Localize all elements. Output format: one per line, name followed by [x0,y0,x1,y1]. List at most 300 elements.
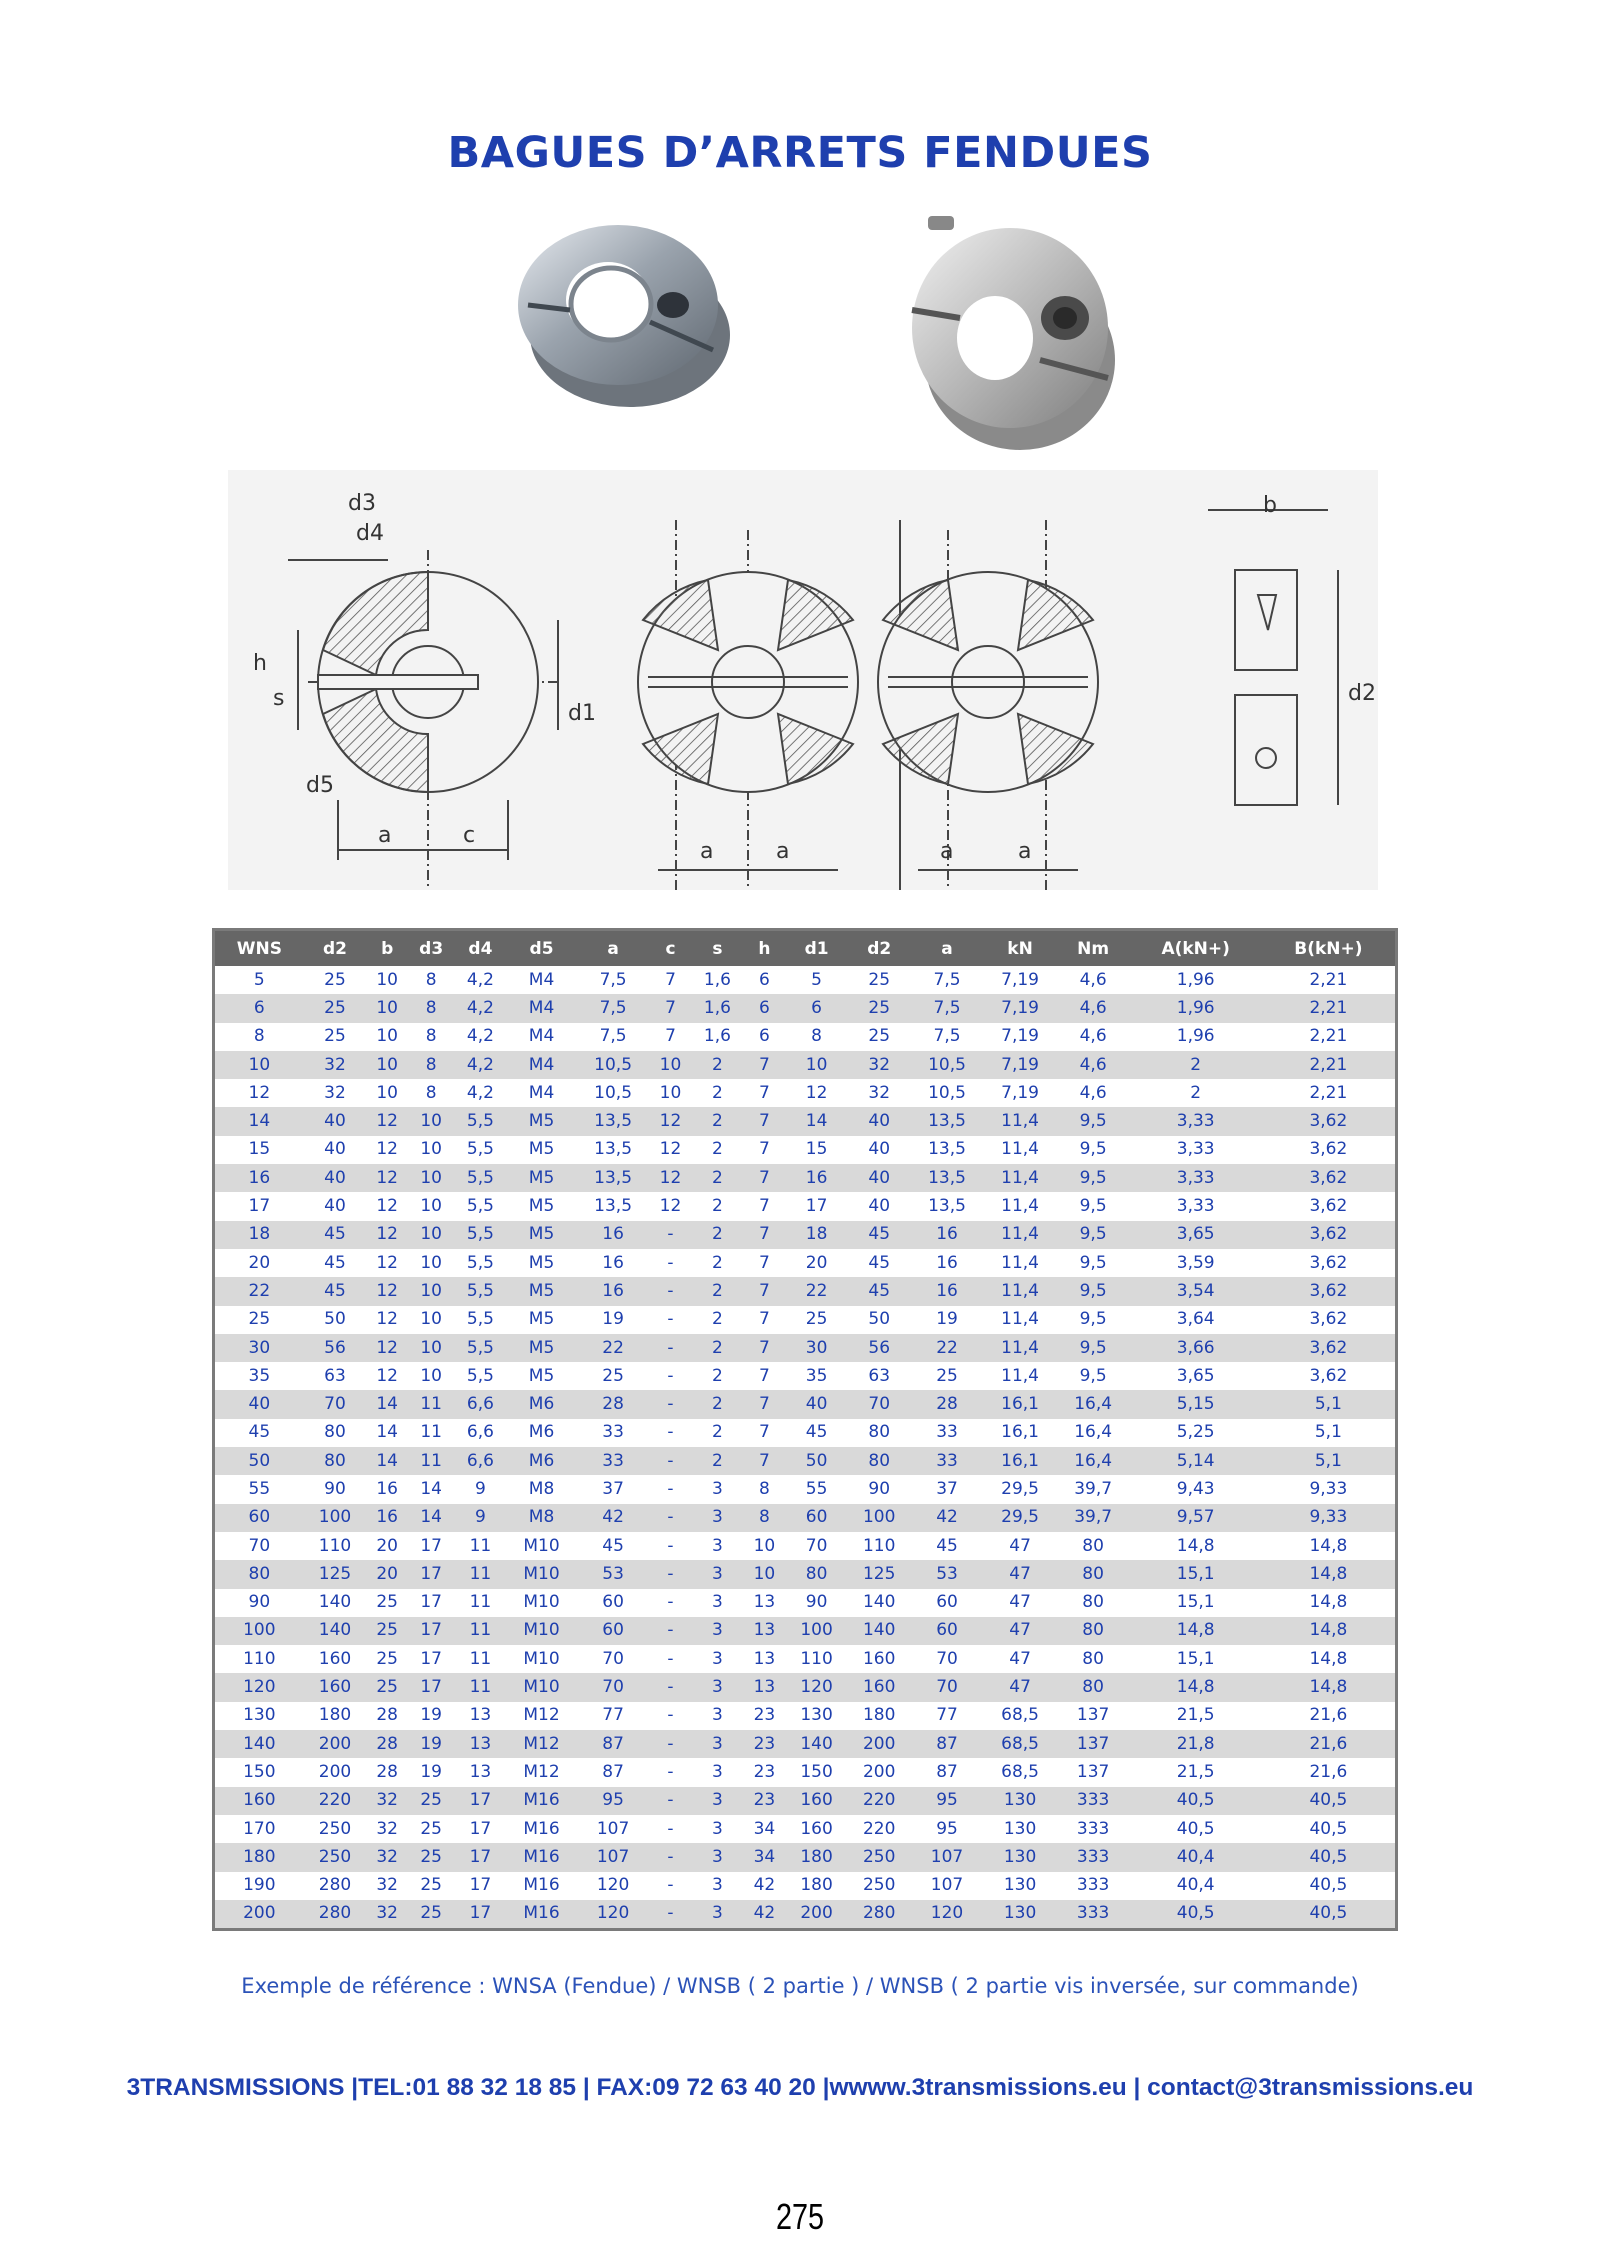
table-cell: 50 [304,1306,367,1334]
table-cell: 14,8 [1130,1617,1262,1645]
table-row [214,1702,1397,1730]
table-cell: 40,5 [1262,1815,1397,1843]
table-cell: 110 [304,1532,367,1560]
table-cell: 32 [366,1787,408,1815]
table-cell: 14 [366,1390,408,1418]
table-cell: M4 [507,994,577,1022]
table-cell: 130 [984,1815,1057,1843]
table-cell: M10 [507,1532,577,1560]
table-cell: 3,54 [1130,1277,1262,1305]
table-cell: 17 [408,1560,454,1588]
table-cell: M12 [507,1758,577,1786]
table-cell: 3,65 [1130,1362,1262,1390]
table-cell: 14 [366,1419,408,1447]
table-cell: 150 [785,1758,848,1786]
table-cell: 32 [848,1051,911,1079]
table-cell: 140 [848,1617,911,1645]
table-cell: 3,33 [1130,1136,1262,1164]
table-cell: 10 [744,1560,786,1588]
table-cell: 12 [366,1277,408,1305]
table-cell: 9,43 [1130,1475,1262,1503]
table-row [214,1475,1397,1503]
table-cell: 7,19 [984,1051,1057,1079]
table-cell: 4,2 [454,1023,506,1051]
table-cell: M12 [507,1730,577,1758]
table-cell: 120 [214,1673,304,1701]
table-cell: 160 [848,1645,911,1673]
table-cell: 7,5 [911,994,984,1022]
table-cell: 3,62 [1262,1164,1397,1192]
table-cell: 2 [1130,1079,1262,1107]
table-cell: 6,6 [454,1447,506,1475]
table-cell: 12 [785,1079,848,1107]
table-cell: 170 [214,1815,304,1843]
table-cell: 5 [785,966,848,994]
table-cell: - [650,1617,692,1645]
table-cell: 6 [744,1023,786,1051]
table-cell: 130 [214,1702,304,1730]
table-row [214,1730,1397,1758]
table-row [214,1362,1397,1390]
table-cell: 3 [691,1787,743,1815]
table-cell: 10 [408,1249,454,1277]
column-header: kN [984,930,1057,967]
collar-photo-steel [508,210,740,420]
table-cell: 200 [848,1730,911,1758]
table-row [214,1815,1397,1843]
table-cell: 47 [984,1645,1057,1673]
table-cell: 20 [366,1532,408,1560]
table-cell: 11,4 [984,1334,1057,1362]
table-cell: 10 [366,1051,408,1079]
table-cell: 160 [304,1673,367,1701]
table-cell: 47 [984,1560,1057,1588]
table-cell: 6 [214,994,304,1022]
table-cell: 3 [691,1560,743,1588]
table-cell: M5 [507,1221,577,1249]
table-cell: 11,4 [984,1249,1057,1277]
table-cell: 7,5 [911,1023,984,1051]
table-cell: 80 [1057,1645,1130,1673]
table-cell: 12 [366,1362,408,1390]
table-cell: 16 [366,1504,408,1532]
table-cell: M5 [507,1192,577,1220]
table-cell: 16 [214,1164,304,1192]
table-cell: 14,8 [1262,1617,1397,1645]
table-cell: 80 [214,1560,304,1588]
table-cell: - [650,1702,692,1730]
table-cell: 23 [744,1758,786,1786]
table-cell: 87 [911,1730,984,1758]
table-cell: 3 [691,1589,743,1617]
table-cell: 47 [984,1589,1057,1617]
table-cell: 3 [691,1758,743,1786]
table-cell: 10 [408,1221,454,1249]
table-cell: M12 [507,1702,577,1730]
table-cell: M6 [507,1447,577,1475]
table-cell: 2,21 [1262,1023,1397,1051]
table-cell: 125 [304,1560,367,1588]
table-cell: 7 [744,1051,786,1079]
table-cell: M5 [507,1136,577,1164]
table-cell: 33 [911,1447,984,1475]
table-cell: 4,6 [1057,1023,1130,1051]
table-cell: 7 [744,1334,786,1362]
table-cell: - [650,1673,692,1701]
table-cell: 50 [214,1447,304,1475]
table-cell: M5 [507,1362,577,1390]
table-cell: - [650,1843,692,1871]
column-header: A(kN+) [1130,930,1262,967]
table-cell: 2 [691,1306,743,1334]
table-cell: 40 [848,1164,911,1192]
table-cell: 3,62 [1262,1192,1397,1220]
table-body [214,966,1397,1930]
table-cell: 10 [408,1334,454,1362]
table-cell: 42 [911,1504,984,1532]
table-cell: 11,4 [984,1306,1057,1334]
table-cell: 5,5 [454,1249,506,1277]
table-cell: 33 [577,1447,650,1475]
table-cell: 3 [691,1645,743,1673]
table-cell: 55 [785,1475,848,1503]
table-cell: 130 [984,1900,1057,1930]
table-cell: 5,5 [454,1277,506,1305]
table-cell: 40 [848,1107,911,1135]
table-cell: 53 [577,1560,650,1588]
table-cell: 25 [366,1673,408,1701]
table-cell: 7,19 [984,966,1057,994]
table-cell: 200 [214,1900,304,1930]
table-cell: 56 [304,1334,367,1362]
table-cell: 25 [408,1900,454,1930]
table-cell: 250 [304,1815,367,1843]
table-cell: 12 [366,1164,408,1192]
table-cell: M8 [507,1475,577,1503]
table-cell: 13,5 [911,1136,984,1164]
table-cell: 68,5 [984,1730,1057,1758]
table-cell: 70 [848,1390,911,1418]
table-row [214,1390,1397,1418]
table-cell: 12 [366,1192,408,1220]
table-cell: 11 [454,1617,506,1645]
table-cell: 70 [911,1645,984,1673]
label-s: s [273,686,285,711]
column-header: d1 [785,930,848,967]
table-cell: 10 [408,1192,454,1220]
column-header: d2 [304,930,367,967]
table-cell: 17 [785,1192,848,1220]
table-cell: 12 [650,1107,692,1135]
table-cell: 3,62 [1262,1277,1397,1305]
table-cell: 20 [214,1249,304,1277]
table-cell: 17 [408,1645,454,1673]
table-cell: M10 [507,1589,577,1617]
table-cell: 7 [650,994,692,1022]
table-cell: 95 [911,1815,984,1843]
table-cell: - [650,1815,692,1843]
table-cell: 16,1 [984,1419,1057,1447]
table-cell: 17 [454,1815,506,1843]
company-footer: 3TRANSMISSIONS |TEL:01 88 32 18 85 | FAX:09 72 63 40 20 |wwww.3transmissions.eu | contact@3transmissions.eu [126,2074,1474,2101]
table-cell: 3 [691,1843,743,1871]
table-cell: 29,5 [984,1475,1057,1503]
table-cell: 9 [454,1504,506,1532]
table-cell: 3,62 [1262,1249,1397,1277]
table-cell: 333 [1057,1900,1130,1930]
table-cell: 17 [408,1673,454,1701]
table-cell: 333 [1057,1815,1130,1843]
table-cell: 45 [848,1221,911,1249]
table-cell: 9,5 [1057,1277,1130,1305]
table-cell: 23 [744,1730,786,1758]
table-cell: 60 [577,1589,650,1617]
table-cell: 19 [577,1306,650,1334]
table-cell: 25 [408,1815,454,1843]
table-cell: 14 [785,1107,848,1135]
table-cell: 13,5 [911,1107,984,1135]
table-cell: 4,2 [454,994,506,1022]
table-cell: 7 [744,1079,786,1107]
table-cell: 16 [911,1277,984,1305]
table-cell: 100 [785,1617,848,1645]
table-cell: 9,5 [1057,1107,1130,1135]
table-cell: M4 [507,1051,577,1079]
table-cell: 80 [1057,1560,1130,1588]
table-cell: 120 [577,1872,650,1900]
table-cell: 40 [848,1192,911,1220]
table-cell: 2 [691,1164,743,1192]
table-cell: M8 [507,1504,577,1532]
table-cell: 9,5 [1057,1192,1130,1220]
table-cell: 63 [304,1362,367,1390]
table-cell: M4 [507,966,577,994]
column-header: b [366,930,408,967]
table-cell: 90 [785,1589,848,1617]
table-cell: 25 [408,1843,454,1871]
table-cell: 13,5 [911,1164,984,1192]
table-cell: 37 [911,1475,984,1503]
table-cell: 7 [744,1419,786,1447]
table-cell: M5 [507,1164,577,1192]
table-cell: 4,6 [1057,1079,1130,1107]
table-cell: 14,8 [1130,1532,1262,1560]
table-cell: 100 [214,1617,304,1645]
table-cell: 10 [408,1306,454,1334]
table-cell: 120 [577,1900,650,1930]
table-cell: - [650,1504,692,1532]
table-cell: 7,5 [577,1023,650,1051]
table-cell: 80 [1057,1617,1130,1645]
table-row [214,1758,1397,1786]
table-cell: 23 [744,1787,786,1815]
table-cell: 17 [408,1589,454,1617]
table-cell: 9,5 [1057,1164,1130,1192]
table-cell: 7,5 [911,966,984,994]
column-header: a [911,930,984,967]
table-cell: 40,5 [1262,1872,1397,1900]
table-cell: - [650,1249,692,1277]
table-cell: 9,33 [1262,1475,1397,1503]
table-cell: 25 [304,966,367,994]
table-cell: 8 [408,1079,454,1107]
table-cell: 10,5 [911,1079,984,1107]
table-cell: 140 [848,1589,911,1617]
table-cell: 7,19 [984,1079,1057,1107]
table-cell: 11 [454,1589,506,1617]
label-h: h [253,651,267,676]
table-cell: 12 [366,1249,408,1277]
table-cell: 14,8 [1262,1645,1397,1673]
table-cell: 4,6 [1057,994,1130,1022]
table-cell: 3,66 [1130,1334,1262,1362]
table-row [214,1249,1397,1277]
dimensions-table [212,928,1398,1931]
table-cell: 180 [304,1702,367,1730]
table-cell: 14,8 [1130,1673,1262,1701]
table-cell: - [650,1221,692,1249]
table-cell: 47 [984,1673,1057,1701]
table-cell: 45 [304,1221,367,1249]
table-cell: 87 [577,1730,650,1758]
table-cell: 22 [214,1277,304,1305]
table-cell: M16 [507,1843,577,1871]
table-cell: 30 [214,1334,304,1362]
table-cell: 40,5 [1130,1900,1262,1930]
column-header: d2 [848,930,911,967]
table-cell: 6 [744,994,786,1022]
table-cell: 9,5 [1057,1362,1130,1390]
column-header: c [650,930,692,967]
table-cell: 16,1 [984,1390,1057,1418]
label-a-4: a [940,839,954,864]
table-cell: 7 [744,1390,786,1418]
table-cell: 39,7 [1057,1475,1130,1503]
table-cell: - [650,1787,692,1815]
table-cell: 150 [214,1758,304,1786]
table-cell: - [650,1306,692,1334]
table-cell: 53 [911,1560,984,1588]
table-cell: 8 [408,994,454,1022]
table-row [214,1051,1397,1079]
label-d3: d3 [348,491,376,516]
table-cell: 55 [214,1475,304,1503]
table-cell: 7 [744,1136,786,1164]
table-cell: 3,64 [1130,1306,1262,1334]
table-cell: 32 [366,1815,408,1843]
table-cell: 5,5 [454,1306,506,1334]
table-cell: 80 [304,1419,367,1447]
table-cell: 200 [785,1900,848,1930]
table-cell: 130 [984,1843,1057,1871]
table-cell: 137 [1057,1730,1130,1758]
table-row [214,1334,1397,1362]
table-cell: 28 [911,1390,984,1418]
table-cell: 45 [214,1419,304,1447]
table-row [214,994,1397,1022]
table-cell: 11 [454,1673,506,1701]
table-row [214,1673,1397,1701]
page-title: BAGUES D’ARRETS FENDUES [447,128,1153,178]
table-cell: 3,59 [1130,1249,1262,1277]
table-cell: - [650,1872,692,1900]
table-cell: 20 [366,1560,408,1588]
column-header: a [577,930,650,967]
table-cell: 3,65 [1130,1221,1262,1249]
table-cell: 13,5 [577,1107,650,1135]
label-d1: d1 [568,701,596,726]
table-cell: 14 [214,1107,304,1135]
table-cell: 45 [785,1419,848,1447]
table-cell: 16 [911,1249,984,1277]
table-cell: 11,4 [984,1362,1057,1390]
table-cell: 33 [577,1419,650,1447]
table-cell: 80 [1057,1673,1130,1701]
table-cell: 13,5 [577,1164,650,1192]
table-cell: 40,5 [1262,1787,1397,1815]
table-cell: 100 [304,1504,367,1532]
table-cell: 1,96 [1130,994,1262,1022]
table-cell: 130 [984,1787,1057,1815]
table-cell: 333 [1057,1787,1130,1815]
table-row [214,1645,1397,1673]
table-cell: 180 [785,1872,848,1900]
table-cell: 2 [691,1136,743,1164]
table-cell: 10 [214,1051,304,1079]
label-d2: d2 [1348,681,1376,706]
table-cell: 3,33 [1130,1107,1262,1135]
table-cell: 7 [744,1192,786,1220]
table-cell: 9,5 [1057,1249,1130,1277]
table-cell: - [650,1758,692,1786]
table-cell: 6,6 [454,1390,506,1418]
table-cell: 6,6 [454,1419,506,1447]
table-cell: 19 [911,1306,984,1334]
table-cell: M6 [507,1419,577,1447]
table-cell: 2 [691,1447,743,1475]
table-cell: 32 [304,1079,367,1107]
table-row [214,1136,1397,1164]
table-cell: 60 [577,1617,650,1645]
table-cell: 2 [691,1051,743,1079]
table-cell: 4,6 [1057,1051,1130,1079]
table-cell: 140 [785,1730,848,1758]
table-cell: 6 [785,994,848,1022]
table-cell: 1,6 [691,966,743,994]
table-cell: 22 [785,1277,848,1305]
table-cell: 220 [304,1787,367,1815]
table-cell: 3 [691,1532,743,1560]
table-cell: 14 [408,1475,454,1503]
table-cell: 10,5 [577,1051,650,1079]
table-cell: 80 [304,1447,367,1475]
table-cell: 77 [577,1702,650,1730]
table-cell: - [650,1334,692,1362]
table-cell: 10 [408,1136,454,1164]
table-cell: 3,62 [1262,1136,1397,1164]
table-cell: 120 [911,1900,984,1930]
table-cell: 40 [214,1390,304,1418]
table-cell: 17 [214,1192,304,1220]
table-cell: - [650,1277,692,1305]
label-a-5: a [1018,839,1032,864]
table-cell: 10 [408,1107,454,1135]
table-cell: 37 [577,1475,650,1503]
table-cell: M16 [507,1900,577,1930]
table-cell: M10 [507,1560,577,1588]
column-header: d4 [454,930,506,967]
table-cell: 7 [744,1249,786,1277]
